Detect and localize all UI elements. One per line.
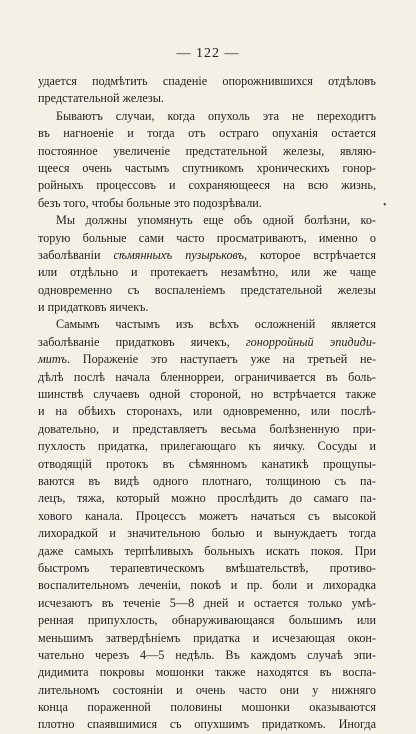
text-line: и на обѣихъ сторонахъ, или одновременно, или послѣ- (38, 404, 376, 419)
text-line: исчезаютъ въ теченіе 5—8 дней и остается только умѣ- (38, 595, 376, 610)
text-line: заболѣваніе придатковъ яичекъ, гонорройный эпидиди- (38, 334, 376, 349)
text-line: довательно, и представляетъ весьма болѣзненную при- (38, 421, 376, 436)
text-line: постоянное увеличеніе предстательной железы, являю- (38, 143, 376, 158)
text-line: лихорадкой и значительною болью и вынуждаетъ тогда (38, 526, 376, 541)
text-line: митъ. Пораженіе это наступаетъ уже на третьей не- (38, 352, 376, 367)
text-line: Мы должны упомянуть еще объ одной болѣзни, ко- (56, 213, 376, 228)
text-line: даже самыхъ терпѣливыхъ больныхъ искать покоя. При (38, 543, 376, 558)
body-text (38, 73, 376, 734)
text-line: удается подмѣтить спаденіе опорожнившихся отдѣловъ (38, 74, 376, 88)
margin-dot: • (383, 200, 387, 211)
text-line: предстательной железы. (38, 91, 164, 106)
text-line: одновременно съ воспаленіемъ предстательной железы (38, 282, 376, 297)
text-line: или отдѣльно и протекаетъ незамѣтно, или же чаще (38, 265, 376, 280)
text-line: лительномъ состояніи и очень часто они у нижняго (38, 682, 376, 697)
text-line: Самымъ частымъ изъ всѣхъ осложненій является (56, 317, 376, 332)
text-line: дѣлѣ послѣ начала бленнорреи, ограничивается въ боль- (38, 369, 376, 384)
page-number: — 122 — (176, 46, 240, 61)
text-line: щееся очень частымъ спутникомъ хроническихъ гонор- (38, 160, 376, 175)
text-line: воспалительномъ леченіи, покоѣ и пр. боли и лихорадка (38, 578, 376, 593)
text-line: ройныхъ процессовъ и сохраняющееся на всю жизнь, (38, 178, 376, 193)
text-line: Бываютъ случаи, когда опухоль эта не переходитъ (56, 108, 376, 123)
text-line: торую больные сами часто просматриваютъ, именно о (38, 230, 376, 245)
text-line: хового канала. Процессъ можетъ начаться съ высокой (38, 508, 376, 523)
text-line: ренная припухлость, обнаруживающаяся большимъ или (38, 613, 376, 628)
text-line: безъ того, чтобы больные это подозрѣвали. (38, 195, 262, 210)
text-line: дидимита покровы мошонки также находятся въ воспа- (38, 665, 376, 680)
text-line: заболѣваніи сѣмянныхъ пузырьковъ, которое встрѣчается (38, 247, 376, 262)
text-line: плотно спаявшимися съ опухшимъ придаткомъ. Иногда (38, 717, 376, 732)
text-line: быстромъ терапевтическомъ вмѣшательствѣ, противо- (38, 560, 376, 575)
text-line: конца пораженной половины мошонки оказываются (38, 700, 376, 715)
text-line: меньшимъ затвердѣніемъ придатка и исчезающая окон- (38, 630, 376, 645)
text-line: и придатковъ яичекъ. (38, 300, 149, 315)
text-line: пухлость придатка, прилегающаго къ яичку. Сосуды и (38, 439, 376, 454)
text-line: въ нагноеніе и тогда отъ остраго опуханія остается (38, 126, 376, 141)
text-line: ваются въ видѣ одного плотнаго, толщиною съ па- (38, 473, 376, 488)
text-line: шинствѣ случаевъ одной стороной, но встрѣчается также (38, 387, 376, 402)
text-line: чательно черезъ 4—5 недѣль. Въ каждомъ случаѣ эпи- (38, 647, 376, 662)
text-line: лецъ, тяжа, который можно прослѣдить до самаго па- (38, 491, 376, 506)
text-line: отводящій протокъ въ сѣмянномъ канатикѣ прощупы- (38, 456, 376, 471)
